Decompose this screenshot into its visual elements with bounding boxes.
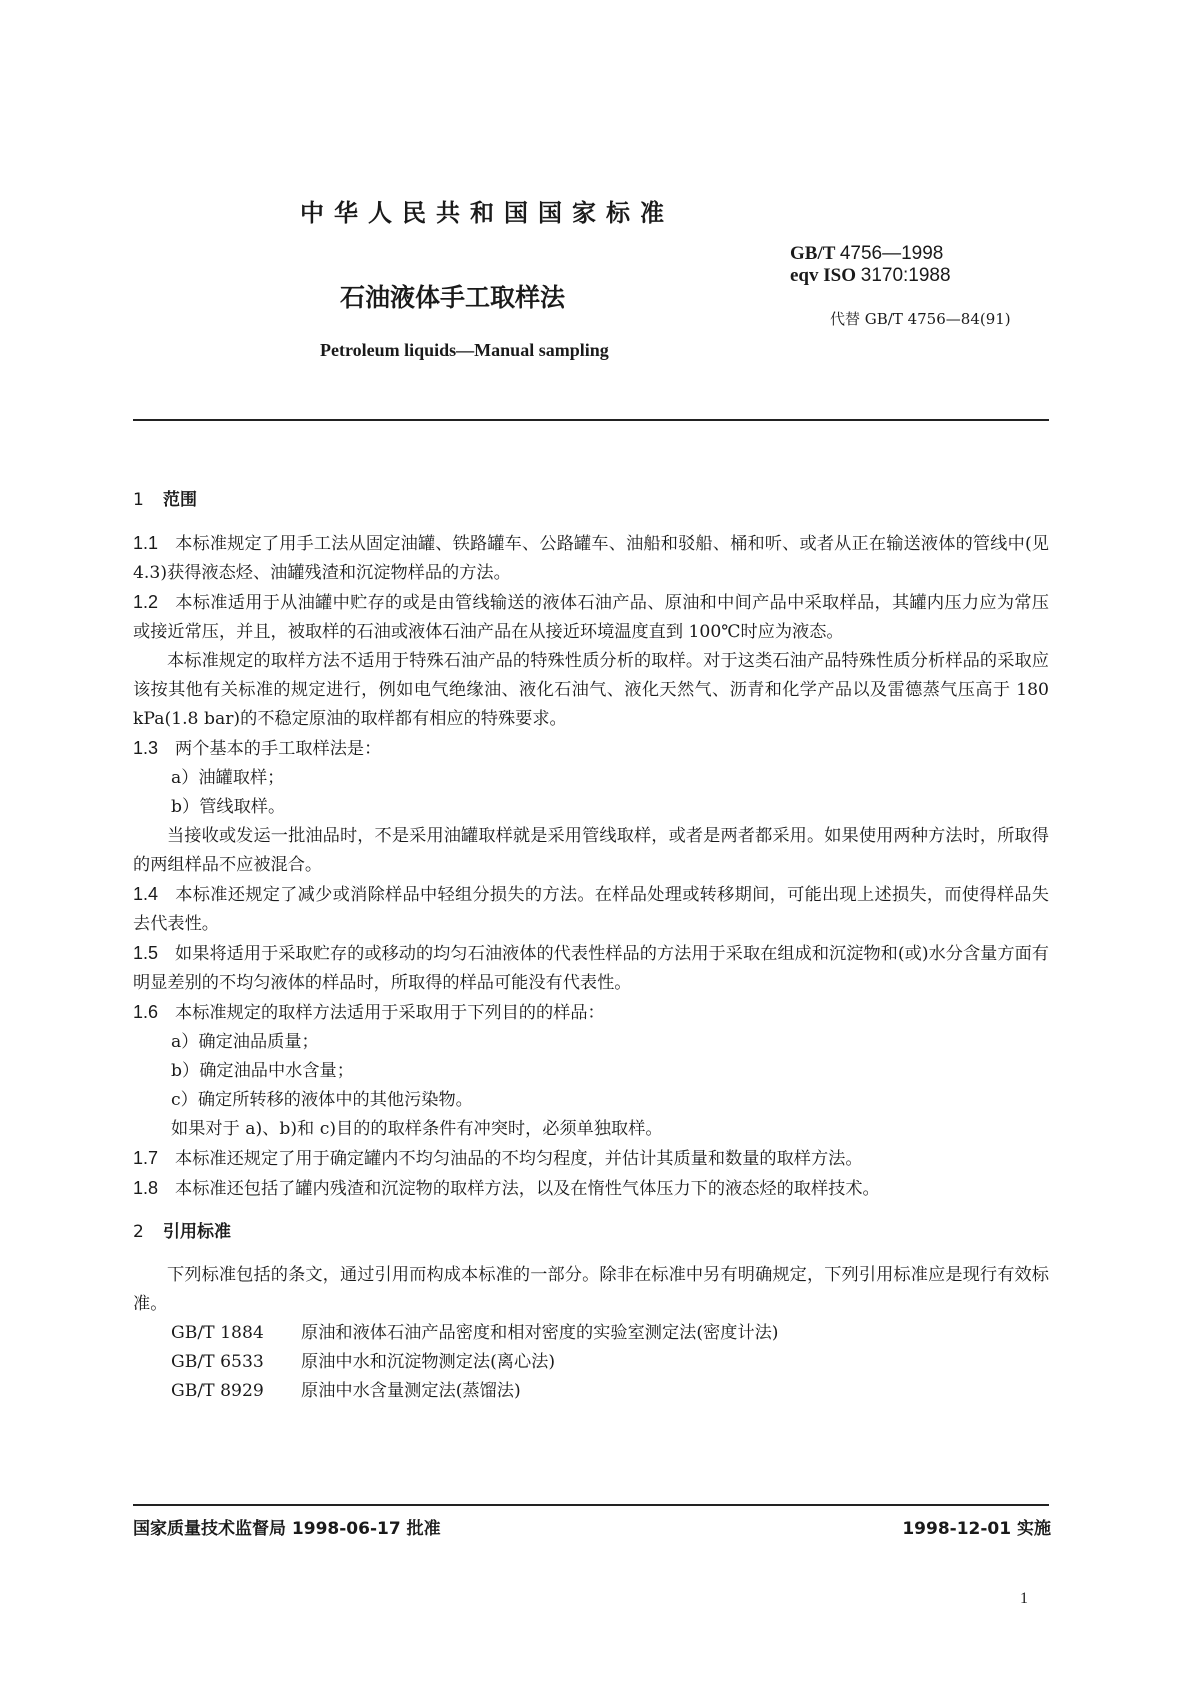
clause-1-2-paragraph: 本标准规定的取样方法不适用于特殊石油产品的特殊性质分析的取样。对于这类石油产品特殊性质分析样品的采取应该按其他有关标准的规定进行，例如电气绝缘油、液化石油气、液化天然气、沥青和化学产品以及雷德蒸气压高于 180 kPa(1.8 bar)的不稳定原油的取样都有相应的特殊要求。 bbox=[133, 651, 1049, 729]
reference-title: 原油中水含量测定法(蒸馏法) bbox=[301, 1381, 521, 1401]
clause-1-4 bbox=[133, 880, 1049, 939]
header-divider bbox=[133, 419, 1049, 421]
clause-text: 两个基本的手工取样法是： bbox=[175, 739, 382, 759]
clause-text: 本标准还包括了罐内残渣和沉淀物的取样方法，以及在惰性气体压力下的液态烃的取样技术。 bbox=[175, 1179, 880, 1199]
document-title-cn: 石油液体手工取样法 bbox=[340, 283, 566, 312]
clause-1-8 bbox=[133, 1174, 1049, 1204]
equivalent-iso bbox=[790, 265, 951, 287]
standard-code-block bbox=[790, 243, 951, 287]
clause-number: 1.3 bbox=[133, 738, 159, 758]
section-title: 引用标准 bbox=[163, 1222, 231, 1242]
reference-code: GB/T 8929 bbox=[171, 1381, 264, 1401]
std-code-label: GB/T bbox=[790, 243, 836, 264]
iso-number: 3170:1988 bbox=[860, 265, 951, 286]
reference-row bbox=[133, 1319, 1049, 1348]
document-body bbox=[133, 486, 1049, 1406]
reference-row bbox=[133, 1377, 1049, 1406]
document-title-en: Petroleum liquids—Manual sampling bbox=[320, 340, 609, 360]
reference-code: GB/T 1884 bbox=[171, 1323, 264, 1343]
implementation-date: 1998-12-01 实施 bbox=[902, 1519, 1051, 1539]
clause-1-3 bbox=[133, 734, 1049, 764]
references-intro: 下列标准包括的条文，通过引用而构成本标准的一部分。除非在标准中另有明确规定，下列引用标准应是现行有效标准。 bbox=[133, 1265, 1049, 1314]
approval-date: 国家质量技术监督局 1998-06-17 批准 bbox=[133, 1519, 441, 1539]
section-title: 范围 bbox=[163, 490, 197, 510]
footer-divider bbox=[133, 1504, 1049, 1506]
national-standard-title: 中华人民共和国国家标准 bbox=[300, 199, 674, 227]
clause-number: 1.1 bbox=[133, 533, 159, 553]
list-item: a）油罐取样； bbox=[171, 768, 285, 788]
reference-title: 原油和液体石油产品密度和相对密度的实验室测定法(密度计法) bbox=[301, 1323, 779, 1343]
list-item: c）确定所转移的液体中的其他污染物。 bbox=[171, 1090, 473, 1110]
standard-number bbox=[790, 243, 951, 265]
clause-1-6-paragraph: 如果对于 a)、b)和 c)目的的取样条件有冲突时，必须单独取样。 bbox=[171, 1119, 663, 1139]
section-number: 2 bbox=[133, 1222, 144, 1242]
clause-text: 本标准规定的取样方法适用于采取用于下列目的的样品： bbox=[175, 1003, 605, 1023]
clause-number: 1.5 bbox=[133, 943, 159, 963]
list-item: b）管线取样。 bbox=[171, 797, 286, 817]
reference-code: GB/T 6533 bbox=[171, 1352, 264, 1372]
clause-text: 本标准规定了用手工法从固定油罐、铁路罐车、公路罐车、油船和驳船、桶和听、或者从正在输送液体的管线中(见 4.3)获得液态烃、油罐残渣和沉淀物样品的方法。 bbox=[133, 534, 1049, 583]
clause-text: 如果将适用于采取贮存的或移动的均匀石油液体的代表性样品的方法用于采取在组成和沉淀物和(或)水分含量方面有明显差别的不均匀液体的样品时，所取得的样品可能没有代表性。 bbox=[133, 944, 1049, 993]
section-heading-scope bbox=[133, 486, 1049, 515]
clause-text: 本标准还规定了用于确定罐内不均匀油品的不均匀程度，并估计其质量和数量的取样方法。 bbox=[175, 1149, 863, 1169]
replaces-standard: 代替 GB/T 4756—84(91) bbox=[830, 310, 1011, 328]
clause-1-6 bbox=[133, 998, 1049, 1028]
section-heading-references bbox=[133, 1218, 1049, 1247]
clause-1-2 bbox=[133, 588, 1049, 647]
iso-label: eqv ISO bbox=[790, 265, 856, 286]
reference-title: 原油中水和沉淀物测定法(离心法) bbox=[301, 1352, 556, 1372]
clause-text: 本标准适用于从油罐中贮存的或是由管线输送的液体石油产品、原油和中间产品中采取样品，其罐内压力应为常压或接近常压，并且，被取样的石油或液体石油产品在从接近环境温度直到 100℃时应为液态。 bbox=[133, 593, 1049, 642]
page-number: 1 bbox=[1020, 1590, 1028, 1607]
list-item: b）确定油品中水含量； bbox=[171, 1061, 354, 1081]
clause-number: 1.4 bbox=[133, 884, 159, 904]
clause-1-5 bbox=[133, 939, 1049, 998]
list-item: a）确定油品质量； bbox=[171, 1032, 319, 1052]
clause-1-7 bbox=[133, 1144, 1049, 1174]
std-code-number: 4756—1998 bbox=[839, 243, 944, 264]
clause-number: 1.8 bbox=[133, 1178, 159, 1198]
reference-row bbox=[133, 1348, 1049, 1377]
clause-1-1 bbox=[133, 529, 1049, 588]
clause-number: 1.6 bbox=[133, 1002, 159, 1022]
clause-1-3-paragraph: 当接收或发运一批油品时，不是采用油罐取样就是采用管线取样，或者是两者都采用。如果使用两种方法时，所取得的两组样品不应被混合。 bbox=[133, 826, 1049, 875]
clause-number: 1.7 bbox=[133, 1148, 159, 1168]
clause-number: 1.2 bbox=[133, 592, 159, 612]
clause-text: 本标准还规定了减少或消除样品中轻组分损失的方法。在样品处理或转移期间，可能出现上述损失，而使得样品失去代表性。 bbox=[133, 885, 1049, 934]
section-number: 1 bbox=[133, 490, 144, 510]
